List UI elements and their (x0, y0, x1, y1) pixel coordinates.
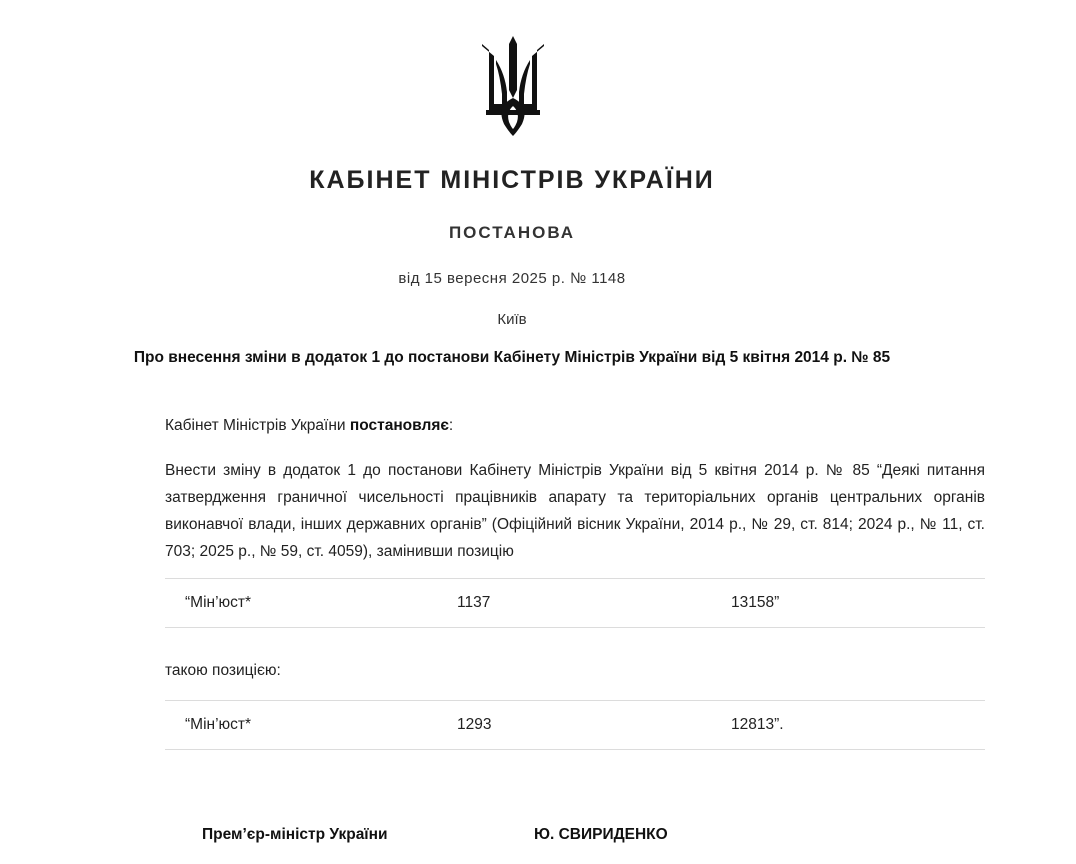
document-type: ПОСТАНОВА (448, 223, 576, 242)
new-position-apparatus-count: 1293 (457, 716, 492, 733)
resolves-paragraph (165, 417, 985, 435)
document-date: від 15 вересня 2025 р. № 1148 (398, 270, 626, 287)
old-position-territorial-count: 13158” (731, 594, 780, 611)
signatory-title: Прем’єр-міністр України (202, 826, 388, 843)
new-position-territorial-count: 12813”. (731, 716, 784, 733)
document-city: Київ (497, 311, 527, 328)
ukraine-trident-emblem (478, 34, 548, 138)
old-position-row (165, 578, 985, 628)
amendment-paragraph: Внести зміну в додаток 1 до постанови Кабінету Міністрів України від 5 квітня 2014 р. № 85 “Деякі питання затвердження граничної чисельності працівників апарату та територіальних органів центральних органів виконавчої влади, інших державних органів” (Офіційний вісник України, 2014 р., № 29, ст. 814; 2024 р., № 11, ст. 703; 2025 р., № 59, ст. 4059), замінивши позицію (165, 462, 985, 560)
resolves-suffix: : (448, 417, 454, 434)
new-position-agency: “Мін’юст* (185, 716, 252, 733)
old-position-apparatus-count: 1137 (457, 594, 491, 611)
document-subject: Про внесення зміни в додаток 1 до постанови Кабінету Міністрів України від 5 квітня 2014 р. № 85 (133, 349, 891, 366)
new-position-row (165, 700, 985, 750)
resolves-keyword: постановляє (349, 417, 449, 434)
signatory-name: Ю. СВИРИДЕНКО (534, 826, 668, 843)
old-position-agency: “Мін’юст* (185, 594, 252, 611)
resolves-prefix: Кабінет Міністрів України (165, 417, 350, 434)
replacement-label: такою позицією: (165, 662, 281, 679)
government-title: КАБІНЕТ МІНІСТРІВ УКРАЇНИ (309, 166, 715, 194)
